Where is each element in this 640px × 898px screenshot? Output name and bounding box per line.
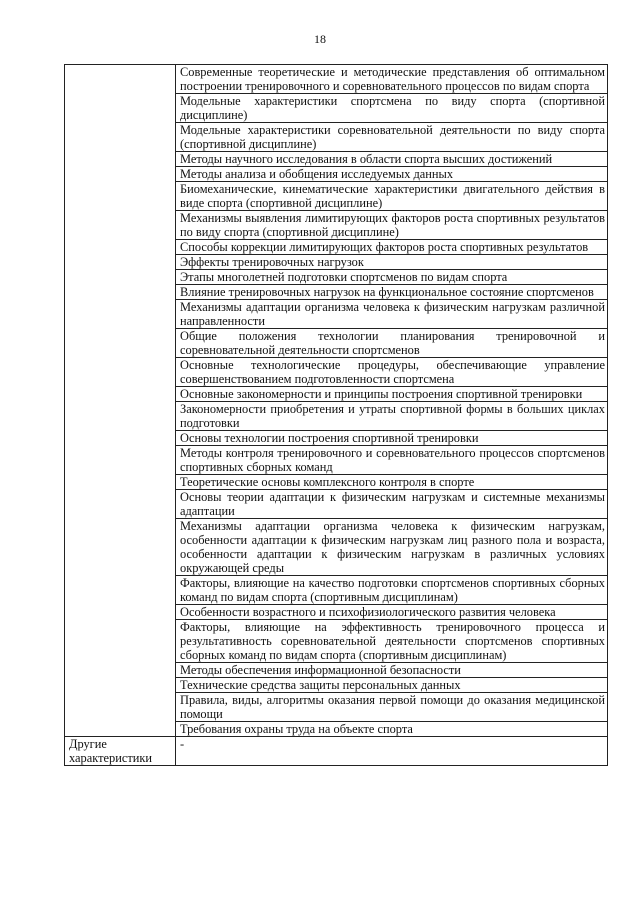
knowledge-item: Общие положения технологии планирования тренировочной и соревновательной деятельности спортсменов <box>176 329 608 358</box>
table-row <box>65 65 608 94</box>
knowledge-item: Закономерности приобретения и утраты спортивной формы в больших циклах подготовки <box>176 402 608 431</box>
knowledge-item: Факторы, влияющие на качество подготовки спортсменов спортивных сборных команд по видам спорта (спортивным дисциплинам) <box>176 576 608 605</box>
knowledge-item: Теоретические основы комплексного контроля в спорте <box>176 475 608 490</box>
other-characteristics-value: - <box>176 737 608 766</box>
knowledge-item: Методы научного исследования в области спорта высших достижений <box>176 152 608 167</box>
knowledge-item: Методы анализа и обобщения исследуемых данных <box>176 167 608 182</box>
page-number: 18 <box>314 32 326 46</box>
knowledge-item: Современные теоретические и методические представления об оптимальном построении тренировочного и соревновательного процессов по видам спорта <box>176 65 608 94</box>
knowledge-item: Модельные характеристики соревновательной деятельности по виду спорта (спортивной дисциплине) <box>176 123 608 152</box>
knowledge-item: Требования охраны труда на объекте спорта <box>176 722 608 737</box>
knowledge-item: Методы контроля тренировочного и соревновательного процессов спортсменов спортивных сборных команд <box>176 446 608 475</box>
knowledge-item: Модельные характеристики спортсмена по виду спорта (спортивной дисциплине) <box>176 94 608 123</box>
knowledge-item: Методы обеспечения информационной безопасности <box>176 663 608 678</box>
knowledge-item: Влияние тренировочных нагрузок на функциональное состояние спортсменов <box>176 285 608 300</box>
knowledge-item: Механизмы адаптации организма человека к физическим нагрузкам различной направленности <box>176 300 608 329</box>
knowledge-item: Механизмы адаптации организма человека к физическим нагрузкам, особенности адаптации к физическим нагрузкам лиц разного пола и возраста, особенности адаптации к физическим нагрузкам в различных условиях окружающей среды <box>176 519 608 576</box>
knowledge-item: Основы теории адаптации к физическим нагрузкам и системные механизмы адаптации <box>176 490 608 519</box>
knowledge-item: Факторы, влияющие на эффективность тренировочного процесса и результативность соревновательной деятельности спортсменов спортивных сборных команд по видам спорта (спортивным дисциплинам) <box>176 620 608 663</box>
table-body <box>65 65 608 766</box>
empty-label-cell <box>65 65 176 737</box>
knowledge-item: Эффекты тренировочных нагрузок <box>176 255 608 270</box>
knowledge-item: Технические средства защиты персональных данных <box>176 678 608 693</box>
knowledge-item: Способы коррекции лимитирующих факторов роста спортивных результатов <box>176 240 608 255</box>
knowledge-item: Особенности возрастного и психофизиологического развития человека <box>176 605 608 620</box>
other-characteristics-label: Другие характеристики <box>65 737 176 766</box>
knowledge-item: Механизмы выявления лимитирующих факторов роста спортивных результатов по виду спорта (спортивной дисциплине) <box>176 211 608 240</box>
table-row-other <box>65 737 608 766</box>
knowledge-item: Биомеханические, кинематические характеристики двигательного действия в виде спорта (спортивной дисциплине) <box>176 182 608 211</box>
knowledge-item: Правила, виды, алгоритмы оказания первой помощи до оказания медицинской помощи <box>176 693 608 722</box>
requirements-table <box>64 64 608 766</box>
knowledge-item: Этапы многолетней подготовки спортсменов по видам спорта <box>176 270 608 285</box>
knowledge-item: Основы технологии построения спортивной тренировки <box>176 431 608 446</box>
knowledge-item: Основные технологические процедуры, обеспечивающие управление совершенствованием подготовленности спортсмена <box>176 358 608 387</box>
knowledge-item: Основные закономерности и принципы построения спортивной тренировки <box>176 387 608 402</box>
